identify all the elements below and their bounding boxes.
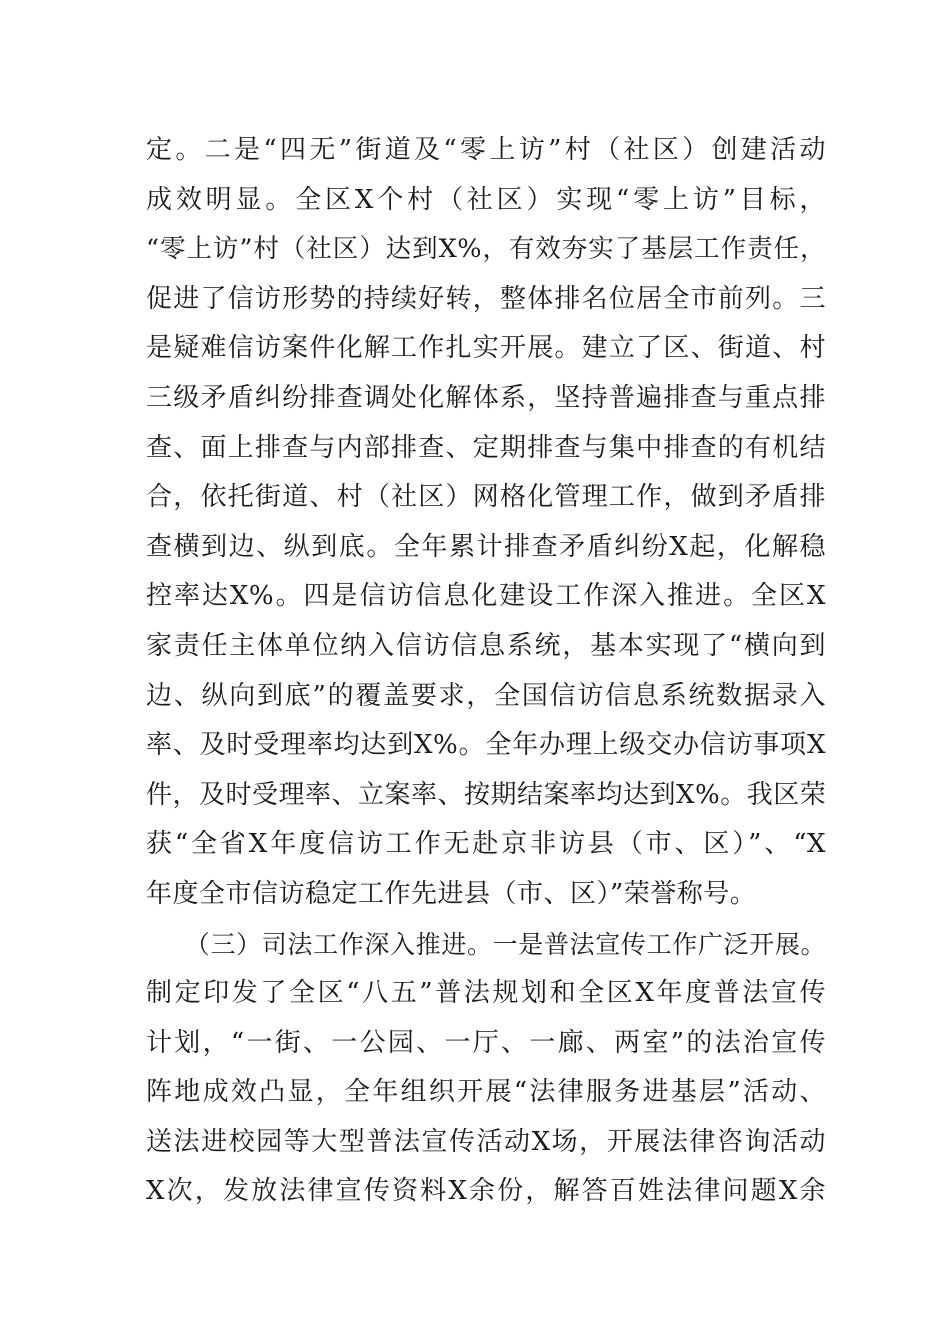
section-heading-line: （三）司法工作深入推进。一是普法宣传工作广泛开展。	[146, 929, 826, 959]
text-line: 获“全省X年度信访工作无赴京非访县（市、区）”、“X	[146, 829, 826, 860]
text-line: 阵地成效凸显，全年组织开展“法律服务进基层”活动、	[146, 1077, 826, 1108]
text-line: 制定印发了全区“八五”普法规划和全区X年度普法宣传	[146, 978, 826, 1009]
text-line: 是疑难信访案件化解工作扎实开展。建立了区、街道、村	[146, 333, 826, 364]
text-line: 送法进校园等大型普法宣传活动X场，开展法律咨询活动	[146, 1126, 826, 1157]
text-line: 三级矛盾纠纷排查调处化解体系，坚持普遍排查与重点排	[146, 382, 826, 413]
text-line: 计划，“一街、一公园、一厅、一廊、两室”的法治宣传	[146, 1027, 826, 1058]
text-line: 定。二是“四无”街道及“零上访”村（社区）创建活动	[146, 135, 826, 165]
text-line: 成效明显。全区X个村（社区）实现“零上访”目标，	[146, 184, 826, 215]
text-line: “零上访”村（社区）达到X%，有效夯实了基层工作责任，	[146, 234, 826, 265]
text-line: 合，依托街道、村（社区）网格化管理工作，做到矛盾排	[146, 482, 826, 513]
text-line: 率、及时受理率均达到X%。全年办理上级交办信访事项X	[146, 730, 826, 761]
text-line: 查、面上排查与内部排查、定期排查与集中排查的有机结	[146, 432, 826, 463]
text-line: 查横到边、纵到底。全年累计排查矛盾纠纷X起，化解稳	[146, 531, 826, 562]
body-text	[146, 126, 826, 1217]
text-line: 促进了信访形势的持续好转，整体排名位居全市前列。三	[146, 283, 826, 314]
text-line: 件，及时受理率、立案率、按期结案率均达到X%。我区荣	[146, 779, 827, 810]
text-line: 家责任主体单位纳入信访信息系统，基本实现了“横向到	[146, 630, 826, 661]
text-line: 控率达X%。四是信访信息化建设工作深入推进。全区X	[146, 581, 826, 612]
paragraph-end-line: 年度全市信访稳定工作先进县（市、区）”荣誉称号。	[146, 878, 757, 909]
text-line: X次，发放法律宣传资料X余份，解答百姓法律问题X余	[146, 1176, 826, 1207]
text-line: 边、纵向到底”的覆盖要求，全国信访信息系统数据录入	[146, 680, 826, 711]
